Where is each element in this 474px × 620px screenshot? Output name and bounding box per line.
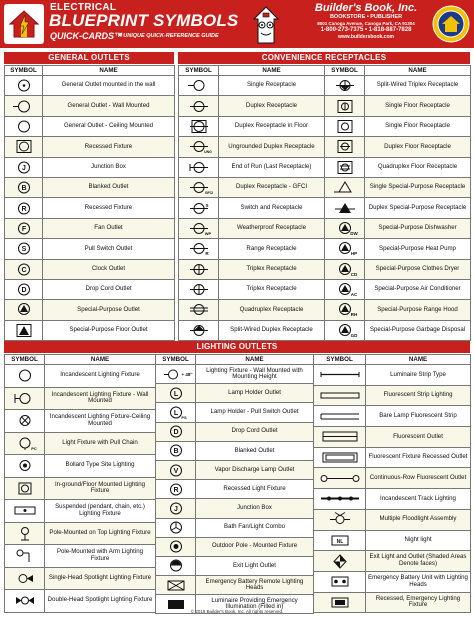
table-row bbox=[325, 198, 471, 218]
table-row bbox=[179, 320, 325, 340]
l-inground-icon bbox=[5, 477, 45, 500]
col-symbol: SYMBOL bbox=[156, 355, 196, 365]
l-wall-icon bbox=[5, 387, 45, 410]
svg-text:HP: HP bbox=[350, 251, 357, 257]
fl-track-icon bbox=[314, 489, 366, 510]
table-row bbox=[314, 489, 471, 510]
table-row bbox=[314, 385, 471, 406]
emerg-unit-icon bbox=[314, 571, 366, 592]
symbol-name: Bollard Type Site Lighting bbox=[45, 455, 156, 478]
table-row bbox=[156, 460, 314, 479]
symbol-name: Blanked Outlet bbox=[196, 441, 314, 460]
symbol-name: Range Receptacle bbox=[219, 239, 325, 259]
table-row bbox=[325, 96, 471, 116]
table-row bbox=[156, 518, 314, 537]
col-symbol: SYMBOL bbox=[179, 66, 219, 76]
table-row bbox=[325, 137, 471, 157]
symbol-name: Exit Light and Outlet (Shaded Areas Denote faces) bbox=[366, 551, 471, 572]
convenience-receptacles-table-b bbox=[324, 65, 471, 341]
svg-text:PC: PC bbox=[30, 445, 37, 451]
svg-text:F: F bbox=[21, 226, 26, 234]
svg-text:RH: RH bbox=[350, 312, 357, 318]
house-logo-icon bbox=[4, 4, 44, 44]
table-row bbox=[156, 537, 314, 556]
svg-text:NL: NL bbox=[336, 538, 343, 545]
table-row bbox=[5, 259, 175, 279]
floor-single-icon bbox=[325, 96, 365, 116]
symbol-name: Blanked Outlet bbox=[43, 177, 175, 197]
symbol-name: Lighting Fixture - Wall Mounted with Mounting Height bbox=[196, 365, 314, 384]
circle-plain-icon bbox=[5, 116, 43, 136]
bare-lamp-icon bbox=[314, 406, 366, 427]
l-circle-icon bbox=[5, 365, 45, 388]
rec-triplex2-icon bbox=[179, 279, 219, 299]
symbol-name: Drop Cord Outlet bbox=[196, 422, 314, 441]
table-row bbox=[325, 279, 471, 299]
table-row bbox=[5, 545, 156, 568]
svg-text:D: D bbox=[20, 287, 27, 295]
table-row bbox=[314, 427, 471, 448]
rec-eor-icon bbox=[179, 157, 219, 177]
publisher-address: 8001 Canoga Avenue, Canoga Park, CA 91304 bbox=[317, 21, 415, 26]
table-row bbox=[325, 157, 471, 177]
symbol-name: Special-Purpose Dishwasher bbox=[365, 218, 471, 238]
symbol-name: Recessed Fixture bbox=[43, 137, 175, 157]
letter-J2-icon bbox=[156, 499, 196, 518]
table-row bbox=[325, 76, 471, 96]
symbol-name: Vapor Discharge Lamp Outlet bbox=[196, 460, 314, 479]
symbol-name: In-ground/Floor Mounted Lighting Fixture bbox=[45, 477, 156, 500]
table-row bbox=[325, 116, 471, 136]
emergency-icon bbox=[156, 576, 196, 595]
col-symbol: SYMBOL bbox=[314, 355, 366, 365]
l-ceil-icon bbox=[5, 410, 45, 433]
table-row bbox=[179, 76, 325, 96]
symbol-name: General Outlet - Ceiling Mounted bbox=[43, 116, 175, 136]
symbol-name: Suspended (pendant, chain, etc.) Lighting Fixture bbox=[45, 500, 156, 523]
publisher-phone: 1-800-273-7375 • 1-818-887-7828 bbox=[320, 27, 412, 33]
l-bollard-icon bbox=[5, 455, 45, 478]
symbol-name: Single Floor Receptacle bbox=[365, 96, 471, 116]
table-row bbox=[5, 96, 175, 116]
lighting-outlets-table-b bbox=[155, 354, 314, 614]
symbol-name: Special-Purpose Outlet bbox=[43, 300, 175, 320]
svg-text:+ 48″: + 48″ bbox=[180, 371, 193, 377]
table-row bbox=[179, 157, 325, 177]
table-row bbox=[156, 576, 314, 595]
table-row bbox=[179, 116, 325, 136]
table-row bbox=[5, 320, 175, 340]
symbol-name: Duplex Receptacle in Floor bbox=[219, 116, 325, 136]
table-row bbox=[325, 300, 471, 320]
svg-text:L: L bbox=[173, 410, 178, 418]
table-row bbox=[179, 137, 325, 157]
symbol-name: End of Run (Last Receptacle) bbox=[219, 157, 325, 177]
symbol-name: Special-Purpose Heat Pump bbox=[365, 239, 471, 259]
table-row bbox=[5, 300, 175, 320]
l-pull-icon bbox=[5, 432, 45, 455]
symbol-name: Ungrounded Duplex Receptacle bbox=[219, 137, 325, 157]
table-row bbox=[179, 239, 325, 259]
svg-text:S: S bbox=[21, 246, 26, 254]
table-row bbox=[325, 218, 471, 238]
table-row bbox=[179, 279, 325, 299]
symbol-name: Fluorescent Strip Lighting bbox=[366, 385, 471, 406]
symbol-name: Special-Purpose Garbage Disposal bbox=[365, 320, 471, 340]
circle-tri-floor-icon bbox=[5, 320, 43, 340]
floor-quad-icon bbox=[325, 157, 365, 177]
table-row bbox=[314, 406, 471, 427]
col-name: NAME bbox=[365, 66, 471, 76]
exit-light-icon bbox=[156, 556, 196, 575]
seal-icon bbox=[432, 5, 470, 43]
section-general-outlets: GENERAL OUTLETS bbox=[4, 52, 174, 64]
symbol-name: Outdoor Pole - Mounted Fixture bbox=[196, 537, 314, 556]
table-row bbox=[5, 455, 156, 478]
svg-text:B: B bbox=[20, 185, 27, 193]
col-name: NAME bbox=[43, 66, 175, 76]
table-row bbox=[314, 551, 471, 572]
sp-hp-icon bbox=[325, 239, 365, 259]
lighting-outlets-table-c bbox=[313, 354, 471, 613]
svg-text:J: J bbox=[21, 164, 26, 172]
rec-duplex-icon bbox=[179, 96, 219, 116]
table-row bbox=[156, 499, 314, 518]
rec-wp-icon bbox=[179, 218, 219, 238]
rec-switch-icon bbox=[179, 198, 219, 218]
svg-text:C: C bbox=[20, 266, 27, 274]
mascot-icon bbox=[246, 1, 286, 47]
rec-triplex-icon bbox=[179, 259, 219, 279]
symbol-name: Clock Outlet bbox=[43, 259, 175, 279]
symbol-name: Recessed Light Fixture bbox=[196, 480, 314, 499]
symbol-name: General Outlet mounted in the wall bbox=[43, 76, 175, 96]
svg-text:V: V bbox=[173, 467, 178, 475]
symbol-name: Split-Wired Duplex Receptacle bbox=[219, 320, 325, 340]
outdoor-pole-icon bbox=[156, 537, 196, 556]
symbol-name: Incandescent Lighting Fixture - Wall Mounted bbox=[45, 387, 156, 410]
symbol-name: Light Fixture with Pull Chain bbox=[45, 432, 156, 455]
symbol-name: Special-Purpose Range Hood bbox=[365, 300, 471, 320]
letter-V-icon bbox=[156, 460, 196, 479]
table-row bbox=[314, 365, 471, 386]
table-row bbox=[5, 410, 156, 433]
svg-text:L: L bbox=[173, 390, 178, 398]
svg-text:S: S bbox=[204, 202, 209, 208]
svg-text:GD: GD bbox=[350, 332, 357, 338]
symbol-name: Incandescent Lighting Fixture bbox=[45, 365, 156, 388]
l-spot1-icon bbox=[5, 567, 45, 590]
col-symbol: SYMBOL bbox=[325, 66, 365, 76]
symbol-name: Continuous-Row Fluorescent Outlet bbox=[366, 468, 471, 489]
rec-range-icon bbox=[179, 239, 219, 259]
table-row bbox=[179, 259, 325, 279]
rec-ung-icon bbox=[179, 137, 219, 157]
night-icon bbox=[314, 530, 366, 551]
fl-recessed-icon bbox=[314, 447, 366, 468]
header-banner bbox=[0, 0, 474, 48]
series-label: ELECTRICAL bbox=[50, 2, 117, 13]
symbol-name: Recessed, Emergency Lighting Fixture bbox=[366, 592, 471, 613]
symbol-name: Special-Purpose Floor Outlet bbox=[43, 320, 175, 340]
svg-text:AC: AC bbox=[350, 292, 357, 298]
letter-D2-icon bbox=[156, 422, 196, 441]
letter-Lps-icon bbox=[156, 403, 196, 422]
symbol-name: Special-Purpose Air Conditioner bbox=[365, 279, 471, 299]
rec-split3-icon bbox=[325, 76, 365, 96]
table-row bbox=[179, 300, 325, 320]
col-name: NAME bbox=[219, 66, 325, 76]
letter-J-icon bbox=[5, 157, 43, 177]
symbol-name: Single Receptacle bbox=[219, 76, 325, 96]
table-row bbox=[5, 500, 156, 523]
publisher-website: www.buildersbook.com bbox=[338, 34, 394, 40]
symbol-name: Single-Head Spotlight Lighting Fixture bbox=[45, 567, 156, 590]
l-susp-icon bbox=[5, 500, 45, 523]
convenience-receptacles-table-a bbox=[178, 65, 325, 341]
letter-D-icon bbox=[5, 279, 43, 299]
symbol-name: Multiple Floodlight Assembly bbox=[366, 509, 471, 530]
table-row bbox=[156, 480, 314, 499]
table-row bbox=[156, 403, 314, 422]
table-row bbox=[325, 320, 471, 340]
tagline: A UNIQUE QUICK-REFERENCE GUIDE bbox=[118, 33, 219, 39]
svg-text:J: J bbox=[173, 506, 178, 514]
symbol-name: Luminaire Strip Type bbox=[366, 365, 471, 386]
letter-F-icon bbox=[5, 218, 43, 238]
sp-cd-icon bbox=[325, 259, 365, 279]
symbol-name: Single Special-Purpose Receptacle bbox=[365, 177, 471, 197]
symbol-name: Junction Box bbox=[196, 499, 314, 518]
symbol-name: Fluorescent Outlet bbox=[366, 427, 471, 448]
symbol-name: Drop Cord Outlet bbox=[43, 279, 175, 299]
table-row bbox=[314, 571, 471, 592]
symbol-name: Bath Fan/Light Combo bbox=[196, 518, 314, 537]
table-row bbox=[5, 198, 175, 218]
l-pole-icon bbox=[5, 522, 45, 545]
table-row bbox=[314, 447, 471, 468]
section-lighting-outlets: LIGHTING OUTLETS bbox=[4, 341, 470, 353]
flood-icon bbox=[314, 509, 366, 530]
svg-text:B: B bbox=[172, 448, 179, 456]
symbol-name: Pole-Mounted on Top Lighting Fixture bbox=[45, 522, 156, 545]
col-symbol: SYMBOL bbox=[5, 66, 43, 76]
symbol-name: Fluorescent Fixture Recessed Outlet bbox=[366, 447, 471, 468]
symbol-name: Lamp Holder Outlet bbox=[196, 384, 314, 403]
symbol-name: Recessed Fixture bbox=[43, 198, 175, 218]
copyright-footer: © 2018 Builder's Book, Inc. All rights reserved. bbox=[190, 609, 284, 614]
symbol-name: Duplex Receptacle bbox=[219, 96, 325, 116]
exit-shaded-icon bbox=[314, 551, 366, 572]
fl-strip-icon bbox=[314, 385, 366, 406]
publisher-name: Builder's Book, Inc. bbox=[314, 2, 418, 14]
svg-text:R: R bbox=[20, 205, 27, 213]
quickcards-label: QUICK-CARDS™ bbox=[50, 31, 123, 41]
strip-icon bbox=[314, 365, 366, 386]
rec-gfci-icon bbox=[179, 177, 219, 197]
circle-dot-icon bbox=[5, 76, 43, 96]
table-row bbox=[325, 259, 471, 279]
symbol-name: Duplex Floor Receptacle bbox=[365, 137, 471, 157]
table-row bbox=[5, 218, 175, 238]
table-row bbox=[5, 279, 175, 299]
table-row bbox=[179, 218, 325, 238]
svg-text:PS: PS bbox=[180, 414, 187, 420]
letter-C-icon bbox=[5, 259, 43, 279]
table-row bbox=[5, 116, 175, 136]
col-name: NAME bbox=[366, 355, 471, 365]
symbol-name: Emergency Battery Unit with Lighting Heads bbox=[366, 571, 471, 592]
sp-rh-icon bbox=[325, 300, 365, 320]
symbol-name: Emergency Battery Remote Lighting Heads bbox=[196, 576, 314, 595]
table-row bbox=[5, 177, 175, 197]
sp-single-icon bbox=[325, 177, 365, 197]
symbol-name: Single Floor Receptacle bbox=[365, 116, 471, 136]
section-convenience-receptacles: CONVENIENCE RECEPTACLES bbox=[178, 52, 470, 64]
table-row bbox=[156, 384, 314, 403]
symbol-name: Split-Wired Triplex Receptacle bbox=[365, 76, 471, 96]
symbol-name: Exit Light Outlet bbox=[196, 556, 314, 575]
circle-tri-icon bbox=[5, 300, 43, 320]
rec-quad-icon bbox=[179, 300, 219, 320]
symbol-name: Duplex Receptacle - GFCI bbox=[219, 177, 325, 197]
table-row bbox=[5, 387, 156, 410]
table-row bbox=[5, 365, 156, 388]
circle-wall-icon bbox=[5, 96, 43, 116]
table-row bbox=[5, 432, 156, 455]
table-row bbox=[5, 76, 175, 96]
symbol-name: General Outlet - Wall Mounted bbox=[43, 96, 175, 116]
table-row bbox=[314, 530, 471, 551]
svg-text:GFCI: GFCI bbox=[204, 191, 213, 196]
table-row bbox=[5, 477, 156, 500]
sp-dw-icon bbox=[325, 218, 365, 238]
svg-text:D: D bbox=[172, 429, 179, 437]
svg-text:R: R bbox=[172, 486, 179, 494]
symbol-name: Weatherproof Receptacle bbox=[219, 218, 325, 238]
svg-text:UNG: UNG bbox=[203, 150, 212, 155]
table-row bbox=[5, 157, 175, 177]
table-row bbox=[179, 177, 325, 197]
sp-duplex-icon bbox=[325, 198, 365, 218]
symbol-name: Bare Lamp Fluorescent Strip bbox=[366, 406, 471, 427]
table-row bbox=[314, 468, 471, 489]
symbol-name: Triplex Receptacle bbox=[219, 259, 325, 279]
table-row bbox=[156, 365, 314, 384]
table-row bbox=[156, 556, 314, 575]
rec-split-icon bbox=[179, 320, 219, 340]
svg-text:DW: DW bbox=[349, 230, 358, 236]
publisher-subtitle: BOOKSTORE • PUBLISHER bbox=[329, 14, 403, 20]
symbol-name: Fan Outlet bbox=[43, 218, 175, 238]
letter-L-icon bbox=[156, 384, 196, 403]
general-outlets-table bbox=[4, 65, 175, 341]
page-title: BLUEPRINT SYMBOLS bbox=[49, 11, 239, 30]
letter-B-icon bbox=[5, 177, 43, 197]
letter-B2-icon bbox=[156, 441, 196, 460]
symbol-name: Incandescent Lighting Fixture-Ceiling Mounted bbox=[45, 410, 156, 433]
svg-text:CD: CD bbox=[350, 271, 357, 277]
letter-S-icon bbox=[5, 239, 43, 259]
letter-R-icon bbox=[5, 198, 43, 218]
col-symbol: SYMBOL bbox=[5, 355, 45, 365]
col-name: NAME bbox=[196, 355, 314, 365]
table-row bbox=[156, 422, 314, 441]
table-row bbox=[156, 441, 314, 460]
bath-fan-icon bbox=[156, 518, 196, 537]
svg-text:R: R bbox=[204, 251, 209, 257]
table-row bbox=[179, 198, 325, 218]
floor-duplex-icon bbox=[325, 137, 365, 157]
symbol-name: Switch and Receptacle bbox=[219, 198, 325, 218]
symbol-name: Lamp Holder - Pull Switch Outlet bbox=[196, 403, 314, 422]
symbol-name: Special-Purpose Clothes Dryer bbox=[365, 259, 471, 279]
lighting-outlets-table-a bbox=[4, 354, 156, 613]
sp-gd-icon bbox=[325, 320, 365, 340]
symbol-name: Double-Head Spotlight Lighting Fixture bbox=[45, 590, 156, 613]
table-row bbox=[325, 239, 471, 259]
symbol-name: Pole-Mounted with Arm Lighting Fixture bbox=[45, 545, 156, 568]
fl-outlet-icon bbox=[314, 427, 366, 448]
symbol-name: Incandescent Track Lighting bbox=[366, 489, 471, 510]
col-name: NAME bbox=[45, 355, 156, 365]
rec-duplex-floor-icon bbox=[179, 116, 219, 136]
symbol-name: Junction Box bbox=[43, 157, 175, 177]
svg-text:WP: WP bbox=[204, 230, 211, 236]
symbol-name: Quadruplex Floor Receptacle bbox=[365, 157, 471, 177]
rec-single-icon bbox=[179, 76, 219, 96]
letter-R2-icon bbox=[156, 480, 196, 499]
table-row bbox=[179, 96, 325, 116]
circle-r-icon bbox=[5, 137, 43, 157]
symbol-name: Triplex Receptacle bbox=[219, 279, 325, 299]
table-row bbox=[325, 177, 471, 197]
symbol-name: Luminaire Providing Emergency Illumination (Filled in) bbox=[196, 595, 314, 614]
table-row bbox=[5, 567, 156, 590]
symbol-name: Duplex Special-Purpose Receptacle bbox=[365, 198, 471, 218]
sp-ac-icon bbox=[325, 279, 365, 299]
table-row bbox=[314, 509, 471, 530]
table-row bbox=[5, 137, 175, 157]
symbol-name: Quadruplex Receptacle bbox=[219, 300, 325, 320]
symbol-name: Night light bbox=[366, 530, 471, 551]
l-pole-arm-icon bbox=[5, 545, 45, 568]
m-height-icon bbox=[156, 365, 196, 384]
symbol-name: Pull Switch Outlet bbox=[43, 239, 175, 259]
publisher-block bbox=[306, 2, 426, 40]
fl-row-icon bbox=[314, 468, 366, 489]
table-row bbox=[5, 522, 156, 545]
floor-single2-icon bbox=[325, 116, 365, 136]
table-row bbox=[5, 239, 175, 259]
